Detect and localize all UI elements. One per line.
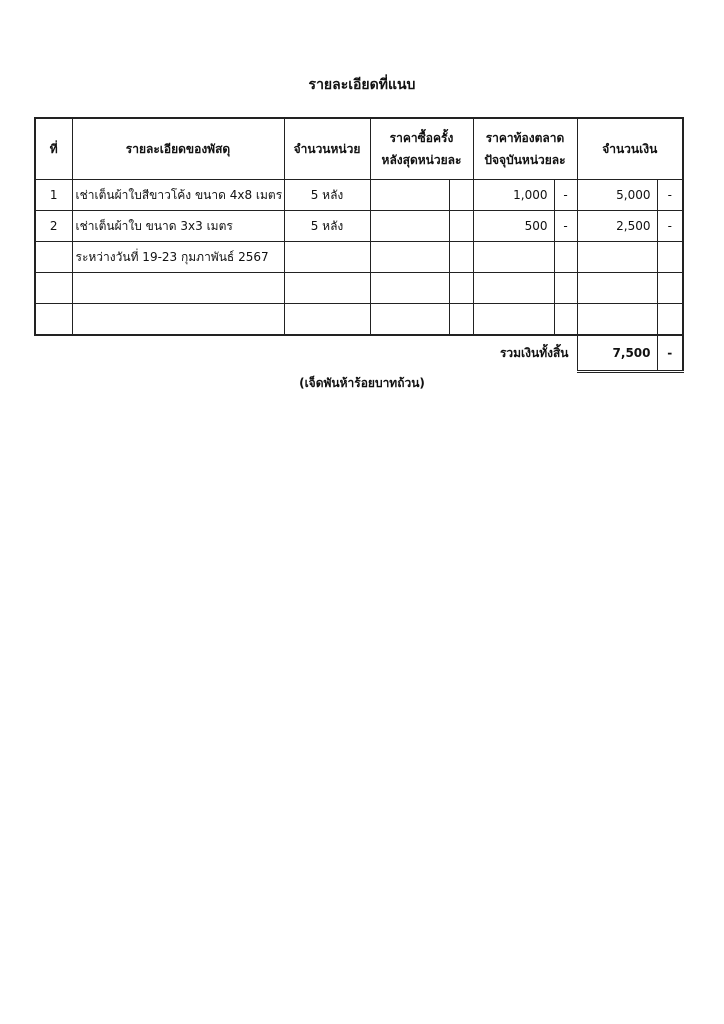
header-last-price-line1: ราคาซื้อครั้ง	[389, 131, 454, 145]
header-market-price	[473, 118, 577, 180]
table-row	[35, 304, 683, 336]
row-no	[35, 304, 72, 336]
row-market-price	[473, 242, 554, 273]
row-market-price-dec	[554, 242, 577, 273]
header-no: ที่	[35, 118, 72, 180]
row-detail: ระหว่างวันที่ 19-23 กุมภาพันธ์ 2567	[72, 242, 284, 273]
total-value: 7,500	[577, 335, 657, 372]
header-market-price-line2: ปัจจุบันหน่วยละ	[484, 153, 566, 167]
row-quantity	[284, 273, 370, 304]
row-no	[35, 273, 72, 304]
total-row	[35, 335, 683, 372]
row-detail: เช่าเต็นผ้าใบสีขาวโค้ง ขนาด 4x8 เมตร	[72, 180, 284, 211]
total-label: รวมเงินทั้งสิ้น	[499, 346, 569, 361]
row-amount	[577, 304, 657, 336]
header-market-price-line1: ราคาท้องตลาด	[485, 131, 565, 145]
row-no: 2	[35, 211, 72, 242]
row-quantity: 5 หลัง	[284, 180, 370, 211]
row-amount-dec: -	[657, 180, 683, 211]
row-amount-dec	[657, 273, 683, 304]
row-amount-dec: -	[657, 211, 683, 242]
row-last-price-dec	[449, 211, 473, 242]
header-last-price	[370, 118, 473, 180]
row-quantity	[284, 304, 370, 336]
row-no	[35, 242, 72, 273]
row-last-price-dec	[449, 242, 473, 273]
items-table	[34, 117, 684, 373]
row-market-price-dec	[554, 273, 577, 304]
header-detail: รายละเอียดของพัสดุ	[72, 118, 284, 180]
table-row	[35, 180, 683, 211]
row-amount	[577, 242, 657, 273]
row-detail	[72, 304, 284, 336]
header-amount: จำนวนเงิน	[577, 118, 683, 180]
row-market-price: 1,000	[473, 180, 554, 211]
total-dec: -	[657, 335, 683, 372]
row-market-price	[473, 304, 554, 336]
row-detail: เช่าเต็นผ้าใบ ขนาด 3x3 เมตร	[72, 211, 284, 242]
row-detail	[72, 273, 284, 304]
row-last-price	[370, 273, 449, 304]
row-last-price-dec	[449, 304, 473, 336]
row-amount	[577, 273, 657, 304]
row-market-price-dec	[554, 304, 577, 336]
row-last-price	[370, 242, 449, 273]
table-row	[35, 242, 683, 273]
row-market-price	[473, 273, 554, 304]
row-market-price-dec: -	[554, 180, 577, 211]
row-market-price: 500	[473, 211, 554, 242]
row-quantity	[284, 242, 370, 273]
row-amount: 5,000	[577, 180, 657, 211]
row-no: 1	[35, 180, 72, 211]
row-last-price-dec	[449, 273, 473, 304]
header-last-price-line2: หลังสุดหน่วยละ	[381, 153, 462, 167]
header-quantity: จำนวนหน่วย	[284, 118, 370, 180]
row-amount: 2,500	[577, 211, 657, 242]
row-amount-dec	[657, 242, 683, 273]
row-amount-dec	[657, 304, 683, 336]
row-last-price-dec	[449, 180, 473, 211]
row-quantity: 5 หลัง	[284, 211, 370, 242]
table-row	[35, 211, 683, 242]
row-market-price-dec: -	[554, 211, 577, 242]
row-last-price	[370, 304, 449, 336]
amount-in-words: (เจ็ดพันห้าร้อยบาทถ้วน)	[299, 376, 425, 390]
document-title: รายละเอียดที่แนบ	[308, 77, 416, 93]
table-row	[35, 273, 683, 304]
row-last-price	[370, 211, 449, 242]
row-last-price	[370, 180, 449, 211]
